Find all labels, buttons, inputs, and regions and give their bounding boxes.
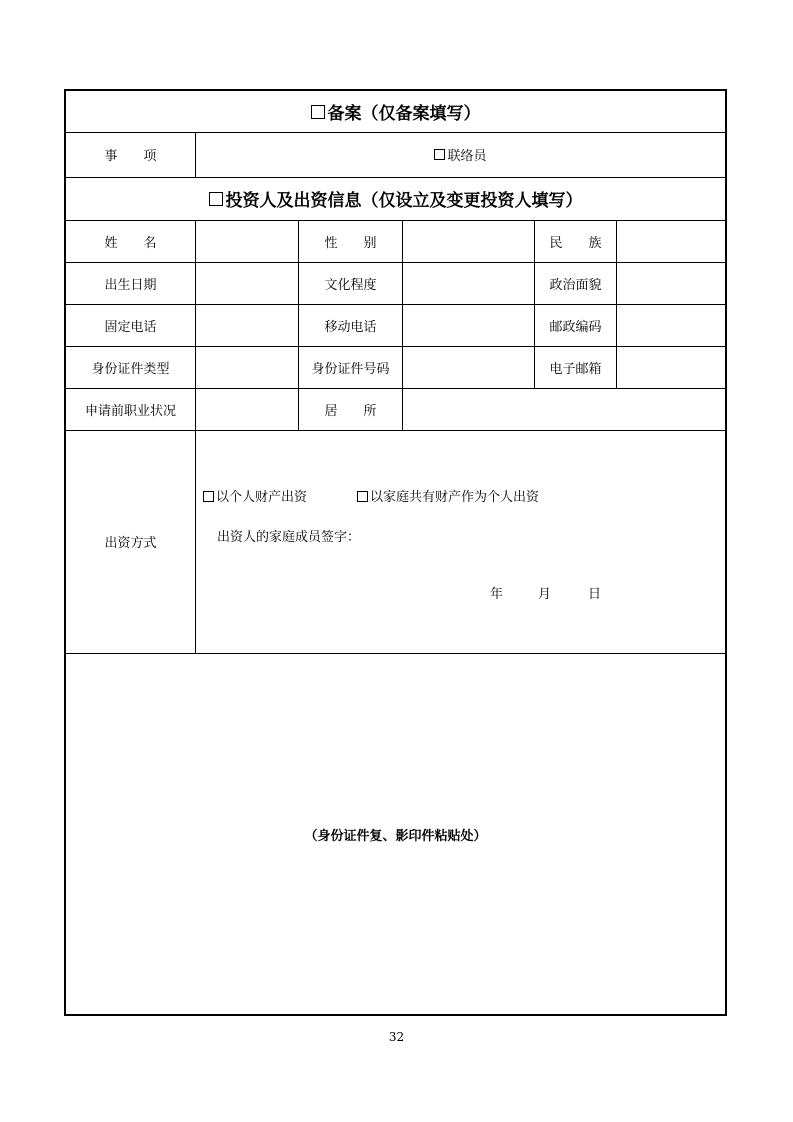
email-field[interactable] [617,346,725,388]
id-copy-paste-area: （身份证件复、影印件粘贴处） [304,829,487,844]
family-property-option[interactable] [357,486,539,505]
personal-property-option[interactable] [203,486,307,505]
investor-checkbox[interactable] [209,192,223,206]
liaison-option[interactable] [196,132,725,177]
birth-date-field[interactable] [196,262,298,304]
landline-field[interactable] [196,304,298,346]
signature-day: 日 [588,587,602,602]
name-label: 姓 名 [104,235,157,251]
political-status-label: 政治面貌 [549,277,602,293]
contribution-label: 出资方式 [104,536,157,551]
id-number-field[interactable] [403,346,534,388]
investor-section-title [66,177,725,220]
postal-code-label: 邮政编码 [549,319,602,335]
id-number-label: 身份证件号码 [311,361,390,377]
investor-title-text: 投资人及出资信息（仅设立及变更投资人填写） [225,191,583,211]
name-field[interactable] [196,220,298,262]
email-label: 电子邮箱 [549,361,602,377]
prior-occupation-field[interactable] [196,388,298,430]
filing-checkbox[interactable] [311,105,325,119]
residence-field[interactable] [403,388,725,430]
landline-label: 固定电话 [104,319,157,335]
ethnicity-field[interactable] [617,220,725,262]
mobile-field[interactable] [403,304,534,346]
id-type-label: 身份证件类型 [91,361,170,377]
item-label: 事 项 [104,149,157,164]
liaison-label: 联络员 [447,149,487,164]
family-signature-label: 出资人的家庭成员签字： [217,530,361,545]
personal-property-label: 以个人财产出资 [216,490,308,505]
gender-field[interactable] [403,220,534,262]
education-field[interactable] [403,262,534,304]
filing-title-text: 备案（仅备案填写） [327,104,481,124]
id-type-field[interactable] [196,346,298,388]
personal-property-checkbox[interactable] [203,491,214,502]
political-status-field[interactable] [617,262,725,304]
liaison-checkbox[interactable] [434,149,445,160]
family-property-label: 以家庭共有财产作为个人出资 [370,490,540,505]
mobile-label: 移动电话 [324,319,377,335]
divider [66,653,725,654]
signature-year: 年 [490,587,504,602]
education-label: 文化程度 [324,277,377,293]
birth-date-label: 出生日期 [104,277,157,293]
postal-code-field[interactable] [617,304,725,346]
prior-occupation-label: 申请前职业状况 [84,403,176,419]
filing-section-title [66,91,725,132]
signature-month: 月 [538,587,552,602]
registration-form [64,89,727,1016]
residence-label: 居 所 [324,403,377,419]
gender-label: 性 别 [324,235,377,251]
family-property-checkbox[interactable] [357,491,368,502]
ethnicity-label: 民 族 [549,235,602,251]
page-number: 32 [388,1030,405,1044]
